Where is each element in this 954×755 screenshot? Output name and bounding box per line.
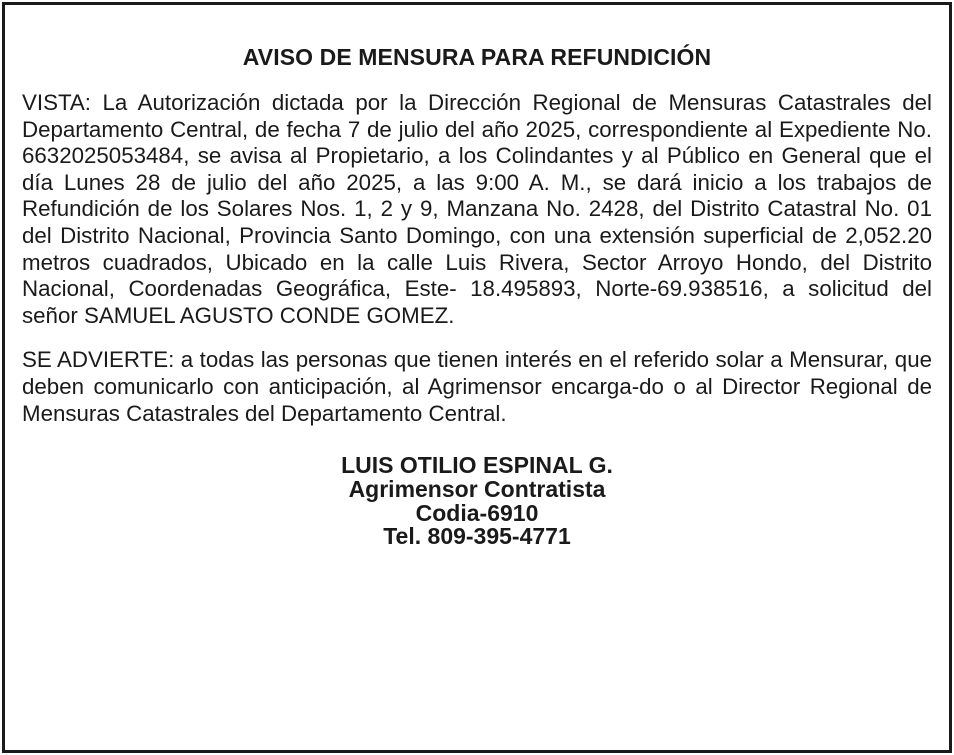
surveyor-role: Agrimensor Contratista <box>348 475 606 502</box>
notice-content <box>22 5 932 549</box>
notice-frame <box>2 2 952 753</box>
notice-title: AVISO DE MENSURA PARA REFUNDICIÓN <box>242 44 712 70</box>
phone-number: Tel. 809-395-4771 <box>383 523 571 550</box>
signature-block <box>22 454 932 549</box>
vista-paragraph: VISTA: La Autorización dictada por la Dirección Regional de Mensuras Catastrales del Departamento Central, de fecha 7 de julio del año 2025, correspondiente al Expediente No. 6632025053484, se avisa al Propietario, a los Colindantes y al Público en General que el día Lunes 28 de julio del año 2025, a las 9:00 A. M., se dará inicio a los trabajos de Refundición de los Solares Nos. 1, 2 y 9, Manzana No. 2428, del Distrito Catastral No. 01 del Distrito Nacional, Provincia Santo Domingo, con una extensión superficial de 2,052.20 metros cuadrados, Ubicado en la calle Luis Rivera, Sector Arroyo Hondo, del Distrito Nacional, Coordenadas Geográfica, Este- 18.495893, Norte-69.938516, a solicitud del señor SAMUEL AGUSTO CONDE GOMEZ. <box>22 90 932 328</box>
advierte-paragraph: SE ADVIERTE: a todas las personas que tienen interés en el referido solar a Mensurar, que deben comunicarlo con anticipación, al Agrimensor encarga-do o al Director Regional de Mensuras Catastrales del Departamento Central. <box>22 347 932 426</box>
surveyor-name: LUIS OTILIO ESPINAL G. <box>341 452 613 479</box>
codia-number: Codia-6910 <box>415 499 539 526</box>
